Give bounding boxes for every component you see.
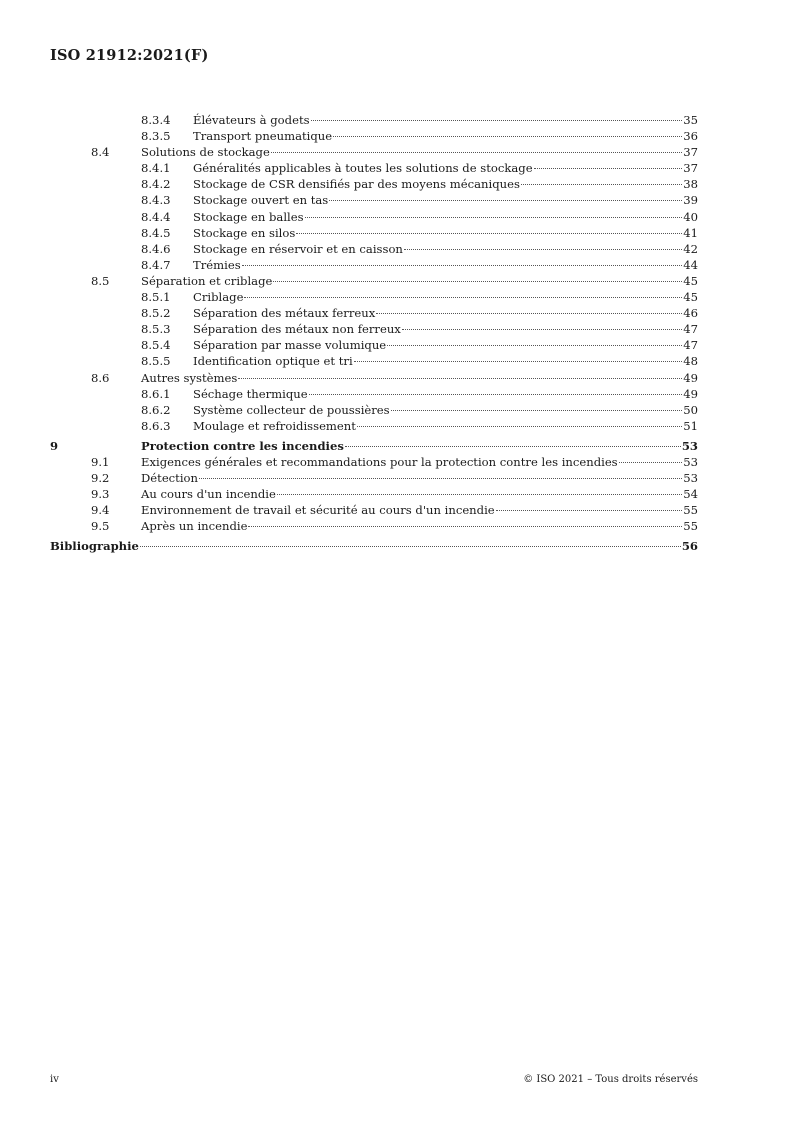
- toc-entry-page: 45: [683, 273, 698, 288]
- toc-entry[interactable]: [50, 160, 698, 176]
- toc-entry-number: 8.4.6: [141, 241, 171, 256]
- toc-entry[interactable]: [50, 241, 698, 257]
- toc-dot-leader: [404, 248, 682, 250]
- toc-entry-page: 46: [683, 306, 698, 321]
- toc-dot-leader: [309, 393, 683, 395]
- toc-entry[interactable]: [50, 518, 698, 534]
- toc-entry-title: Séparation et criblage: [141, 273, 273, 288]
- toc-entry-number: 8.5.5: [141, 354, 171, 369]
- toc-entry-number: 8.4.3: [141, 193, 171, 208]
- toc-entry-title: Au cours d'un incendie: [141, 487, 276, 502]
- toc-entry-number: 9.2: [91, 471, 110, 486]
- toc-entry-title: Stockage en silos: [193, 225, 296, 240]
- toc-entry-page: 35: [683, 113, 698, 127]
- toc-entry-number: 8.4.4: [141, 209, 171, 224]
- toc-entry-page: 53: [681, 438, 698, 453]
- toc-dot-leader: [402, 328, 682, 330]
- toc-entry[interactable]: [50, 438, 698, 454]
- toc-entry-title: Bibliographie: [50, 539, 139, 554]
- toc-entry-number: 8.6.1: [141, 386, 171, 401]
- toc-entry-title: Détection: [141, 471, 198, 486]
- toc-entry-title: Séparation par masse volumique: [193, 338, 387, 353]
- toc-entry-page: 36: [683, 129, 698, 144]
- toc-entry[interactable]: [50, 370, 698, 386]
- toc-entry-number: 9.1: [91, 454, 110, 469]
- toc-entry[interactable]: [50, 418, 698, 434]
- toc-entry-title: Élévateurs à godets: [193, 113, 310, 127]
- toc-entry-title: Exigences générales et recommandations pour la protection contre les incendies: [141, 454, 618, 469]
- toc-entry[interactable]: [50, 402, 698, 418]
- toc-dot-leader: [619, 461, 683, 463]
- toc-dot-leader: [376, 312, 682, 314]
- toc-entry-title: Séparation des métaux non ferreux: [193, 322, 401, 337]
- toc-entry[interactable]: [50, 144, 698, 160]
- toc-dot-leader: [248, 525, 682, 527]
- toc-dot-leader: [244, 296, 682, 298]
- toc-entry-title: Généralités applicables à toutes les solutions de stockage: [193, 161, 533, 176]
- toc-entry-page: 49: [683, 370, 698, 385]
- toc-entry-title: Stockage de CSR densifiés par des moyens mécaniques: [193, 177, 520, 192]
- toc-entry[interactable]: [50, 176, 698, 192]
- toc-entry-page: 42: [683, 241, 698, 256]
- toc-entry-title: Identification optique et tri: [193, 354, 353, 369]
- toc-entry-page: 50: [683, 402, 698, 417]
- toc-entry-number: 9.3: [91, 487, 110, 502]
- toc-dot-leader: [387, 344, 682, 346]
- toc-entry-page: 39: [683, 193, 698, 208]
- toc-entry-page: 55: [683, 503, 698, 518]
- toc-dot-leader: [354, 360, 683, 362]
- toc-entry-number: 8.5: [91, 273, 110, 288]
- toc-entry-number: 8.5.1: [141, 290, 171, 305]
- toc-entry-title: Solutions de stockage: [141, 145, 270, 160]
- toc-entry[interactable]: [50, 209, 698, 225]
- toc-entry-number: 8.4.5: [141, 225, 171, 240]
- toc-entry-title: Après un incendie: [141, 519, 248, 534]
- document-header: ISO 21912:2021(F): [50, 47, 209, 64]
- toc-entry-number: 9: [50, 438, 59, 453]
- toc-entry-page: 37: [683, 145, 698, 160]
- toc-entry[interactable]: [50, 470, 698, 486]
- toc-dot-leader: [357, 425, 682, 427]
- toc-entry-title: Trémies: [193, 257, 241, 272]
- toc-entry[interactable]: [50, 337, 698, 353]
- toc-entry-number: 8.6: [91, 370, 110, 385]
- toc-entry-page: 51: [683, 418, 698, 433]
- toc-dot-leader: [242, 264, 683, 266]
- toc-dot-leader: [305, 216, 683, 218]
- toc-entry[interactable]: [50, 502, 698, 518]
- toc-dot-leader: [296, 232, 682, 234]
- toc-dot-leader: [496, 509, 683, 511]
- toc-dot-leader: [534, 167, 683, 169]
- toc-entry[interactable]: [50, 128, 698, 144]
- toc-entry-number: 8.4.1: [141, 161, 171, 176]
- toc-entry-number: 8.5.3: [141, 322, 171, 337]
- toc-entry-page: 48: [683, 354, 698, 369]
- toc-entry-page: 45: [683, 290, 698, 305]
- toc-entry-page: 44: [683, 257, 698, 272]
- copyright-footer: © ISO 2021 – Tous droits réservés: [523, 1074, 698, 1085]
- toc-dot-leader: [238, 377, 682, 379]
- toc-dot-leader: [271, 151, 682, 153]
- toc-entry[interactable]: [50, 538, 698, 554]
- toc-entry-page: 53: [683, 471, 698, 486]
- toc-entry[interactable]: [50, 192, 698, 208]
- toc-entry-title: Environnement de travail et sécurité au cours d'un incendie: [141, 503, 495, 518]
- toc-entry-title: Autres systèmes: [141, 370, 238, 385]
- toc-entry-number: 8.5.4: [141, 338, 171, 353]
- toc-dot-leader: [333, 135, 682, 137]
- toc-dot-leader: [140, 545, 681, 547]
- toc-entry-number: 9.4: [91, 503, 110, 518]
- toc-entry[interactable]: [50, 321, 698, 337]
- table-of-contents: [50, 112, 698, 555]
- toc-entry-title: Stockage en balles: [193, 209, 304, 224]
- toc-entry-page: 47: [683, 338, 698, 353]
- toc-dot-leader: [391, 409, 683, 411]
- toc-entry-page: 37: [683, 161, 698, 176]
- toc-entry[interactable]: [50, 305, 698, 321]
- toc-entry[interactable]: [50, 112, 698, 128]
- toc-entry-page: 54: [683, 487, 698, 502]
- toc-entry-page: 55: [683, 519, 698, 534]
- toc-entry[interactable]: [50, 454, 698, 470]
- toc-entry-number: 8.4.7: [141, 257, 171, 272]
- toc-entry[interactable]: [50, 486, 698, 502]
- toc-entry-title: Criblage: [193, 290, 244, 305]
- toc-entry-number: 9.5: [91, 519, 110, 534]
- toc-entry-page: 40: [683, 209, 698, 224]
- toc-entry[interactable]: [50, 273, 698, 289]
- toc-entry-title: Séchage thermique: [193, 386, 308, 401]
- toc-entry-page: 47: [683, 322, 698, 337]
- toc-entry-title: Séparation des métaux ferreux: [193, 306, 376, 321]
- toc-dot-leader: [329, 199, 682, 201]
- toc-entry-number: 8.4.2: [141, 177, 171, 192]
- toc-dot-leader: [273, 280, 682, 282]
- toc-entry-title: Moulage et refroidissement: [193, 418, 356, 433]
- toc-entry-title: Protection contre les incendies: [141, 438, 344, 453]
- toc-entry[interactable]: [50, 353, 698, 369]
- toc-entry-title: Stockage ouvert en tas: [193, 193, 329, 208]
- toc-entry-page: 38: [683, 177, 698, 192]
- toc-dot-leader: [311, 119, 683, 121]
- toc-entry-number: 8.6.3: [141, 418, 171, 433]
- toc-dot-leader: [345, 445, 681, 447]
- toc-entry-page: 56: [681, 539, 698, 554]
- toc-entry[interactable]: [50, 289, 698, 305]
- toc-entry[interactable]: [50, 225, 698, 241]
- toc-entry-title: Système collecteur de poussières: [193, 402, 390, 417]
- toc-dot-leader: [277, 493, 682, 495]
- toc-entry-title: Stockage en réservoir et en caisson: [193, 241, 403, 256]
- toc-dot-leader: [199, 477, 682, 479]
- toc-entry-number: 8.3.4: [141, 113, 171, 127]
- toc-entry-title: Transport pneumatique: [193, 129, 333, 144]
- toc-dot-leader: [521, 183, 682, 185]
- toc-entry-number: 8.4: [91, 145, 110, 160]
- toc-entry-number: 8.3.5: [141, 129, 171, 144]
- toc-entry[interactable]: [50, 386, 698, 402]
- page-number-footer: iv: [50, 1074, 59, 1085]
- toc-entry-number: 8.5.2: [141, 306, 171, 321]
- toc-entry-page: 49: [683, 386, 698, 401]
- toc-entry-page: 53: [683, 454, 698, 469]
- toc-entry[interactable]: [50, 257, 698, 273]
- toc-entry-number: 8.6.2: [141, 402, 171, 417]
- toc-entry-page: 41: [683, 225, 698, 240]
